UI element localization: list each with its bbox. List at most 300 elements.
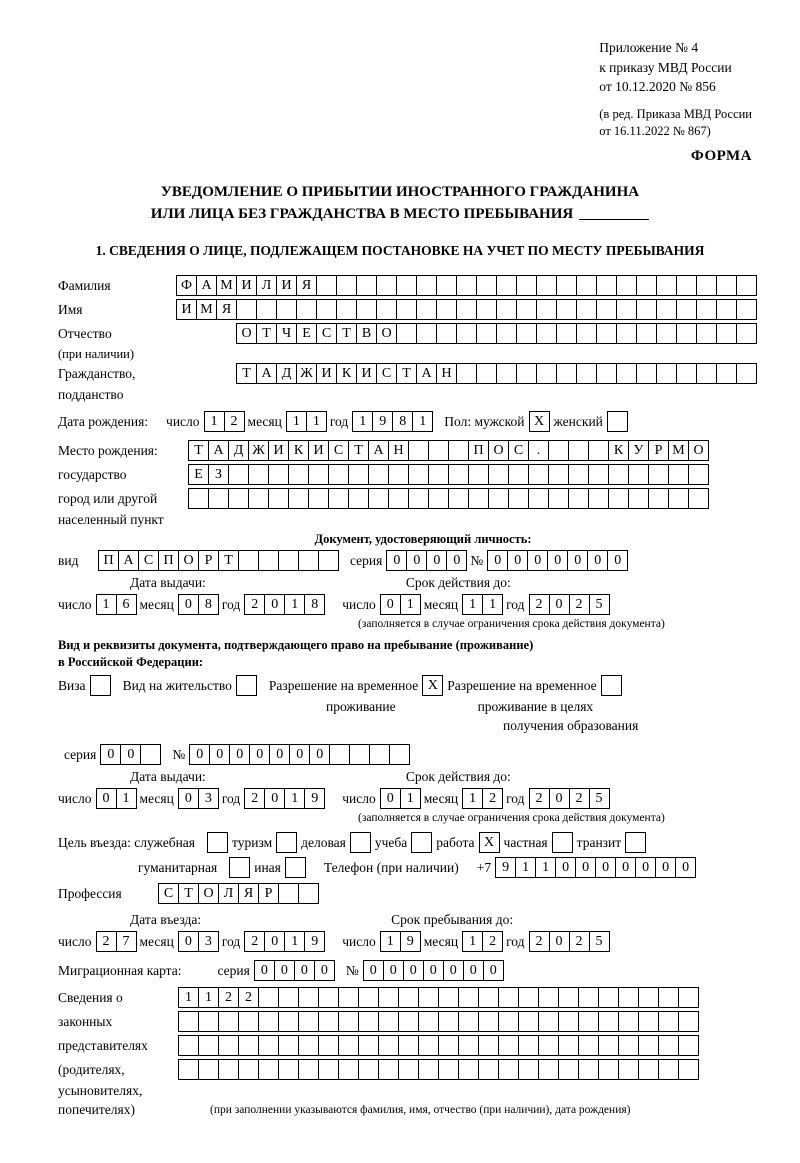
char-cell[interactable]: 0 bbox=[294, 960, 315, 981]
char-cell[interactable]: С bbox=[508, 440, 529, 461]
char-cell[interactable]: 0 bbox=[309, 744, 330, 765]
char-cell[interactable]: О bbox=[198, 883, 219, 904]
char-cell[interactable] bbox=[396, 323, 417, 344]
char-cell[interactable] bbox=[648, 464, 669, 485]
char-cell[interactable] bbox=[596, 323, 617, 344]
char-cell[interactable] bbox=[398, 1035, 419, 1056]
char-cell[interactable] bbox=[308, 488, 329, 509]
char-cell[interactable] bbox=[478, 1059, 499, 1080]
char-cell[interactable]: У bbox=[628, 440, 649, 461]
char-cell[interactable]: 0 bbox=[178, 594, 199, 615]
char-cell[interactable] bbox=[618, 1059, 639, 1080]
char-cell[interactable] bbox=[388, 464, 409, 485]
char-cell[interactable] bbox=[258, 987, 279, 1008]
checkbox-purpose-work[interactable]: Х bbox=[479, 832, 500, 853]
char-cell[interactable]: 2 bbox=[244, 594, 265, 615]
char-cell[interactable]: 1 bbox=[96, 594, 117, 615]
char-cell[interactable] bbox=[608, 488, 629, 509]
char-cell[interactable]: 0 bbox=[363, 960, 384, 981]
char-cell[interactable]: И bbox=[276, 275, 297, 296]
char-cell[interactable] bbox=[349, 744, 370, 765]
char-cell[interactable] bbox=[298, 987, 319, 1008]
char-cell[interactable]: 2 bbox=[238, 987, 259, 1008]
char-cell[interactable]: 0 bbox=[446, 550, 467, 571]
char-cell[interactable]: 0 bbox=[463, 960, 484, 981]
input-surname[interactable] bbox=[176, 275, 756, 296]
input-permit-valid-month[interactable] bbox=[462, 788, 502, 809]
char-cell[interactable]: И bbox=[356, 363, 377, 384]
char-cell[interactable]: 9 bbox=[372, 411, 393, 432]
char-cell[interactable] bbox=[578, 1059, 599, 1080]
checkbox-purpose-humanitarian[interactable] bbox=[229, 857, 250, 878]
char-cell[interactable] bbox=[538, 1059, 559, 1080]
char-cell[interactable] bbox=[140, 744, 161, 765]
char-cell[interactable] bbox=[488, 464, 509, 485]
char-cell[interactable]: Т bbox=[336, 323, 357, 344]
char-cell[interactable] bbox=[736, 275, 757, 296]
char-cell[interactable] bbox=[588, 464, 609, 485]
char-cell[interactable] bbox=[178, 1035, 199, 1056]
char-cell[interactable] bbox=[278, 1011, 299, 1032]
char-cell[interactable] bbox=[676, 299, 697, 320]
char-cell[interactable]: 1 bbox=[352, 411, 373, 432]
char-cell[interactable] bbox=[248, 488, 269, 509]
input-permit-issue-month[interactable] bbox=[178, 788, 218, 809]
char-cell[interactable] bbox=[258, 1011, 279, 1032]
char-cell[interactable]: 1 bbox=[462, 931, 483, 952]
char-cell[interactable] bbox=[368, 488, 389, 509]
char-cell[interactable] bbox=[378, 1035, 399, 1056]
char-cell[interactable] bbox=[656, 323, 677, 344]
input-migration-series[interactable] bbox=[254, 960, 334, 981]
char-cell[interactable] bbox=[536, 363, 557, 384]
char-cell[interactable]: . bbox=[528, 440, 549, 461]
char-cell[interactable] bbox=[656, 275, 677, 296]
char-cell[interactable]: 2 bbox=[218, 987, 239, 1008]
char-cell[interactable]: 0 bbox=[403, 960, 424, 981]
char-cell[interactable] bbox=[338, 1059, 359, 1080]
char-cell[interactable] bbox=[678, 1011, 699, 1032]
checkbox-sex-male[interactable]: Х bbox=[529, 411, 550, 432]
char-cell[interactable] bbox=[516, 299, 537, 320]
char-cell[interactable]: 1 bbox=[178, 987, 199, 1008]
input-doc-series[interactable] bbox=[386, 550, 466, 571]
char-cell[interactable] bbox=[476, 363, 497, 384]
char-cell[interactable] bbox=[476, 323, 497, 344]
char-cell[interactable] bbox=[628, 488, 649, 509]
char-cell[interactable]: 0 bbox=[635, 857, 656, 878]
char-cell[interactable] bbox=[316, 275, 337, 296]
char-cell[interactable]: 1 bbox=[380, 931, 401, 952]
char-cell[interactable]: 0 bbox=[120, 744, 141, 765]
char-cell[interactable] bbox=[228, 488, 249, 509]
char-cell[interactable]: 0 bbox=[527, 550, 548, 571]
char-cell[interactable]: 0 bbox=[380, 594, 401, 615]
char-cell[interactable]: К bbox=[336, 363, 357, 384]
char-cell[interactable]: 7 bbox=[116, 931, 137, 952]
char-cell[interactable] bbox=[278, 550, 299, 571]
input-doc-valid-day[interactable] bbox=[380, 594, 420, 615]
char-cell[interactable] bbox=[236, 299, 257, 320]
char-cell[interactable]: С bbox=[138, 550, 159, 571]
char-cell[interactable] bbox=[596, 275, 617, 296]
checkbox-purpose-business[interactable] bbox=[350, 832, 371, 853]
char-cell[interactable] bbox=[288, 464, 309, 485]
char-cell[interactable] bbox=[668, 464, 689, 485]
char-cell[interactable] bbox=[268, 464, 289, 485]
char-cell[interactable] bbox=[448, 464, 469, 485]
char-cell[interactable]: 0 bbox=[100, 744, 121, 765]
char-cell[interactable]: 1 bbox=[515, 857, 536, 878]
char-cell[interactable]: 0 bbox=[249, 744, 270, 765]
checkbox-purpose-transit[interactable] bbox=[625, 832, 646, 853]
char-cell[interactable]: 0 bbox=[406, 550, 427, 571]
char-cell[interactable]: И bbox=[268, 440, 289, 461]
char-cell[interactable] bbox=[408, 488, 429, 509]
char-cell[interactable]: 0 bbox=[96, 788, 117, 809]
char-cell[interactable] bbox=[558, 987, 579, 1008]
checkbox-residence-permit[interactable] bbox=[236, 675, 257, 696]
char-cell[interactable] bbox=[578, 987, 599, 1008]
char-cell[interactable]: 0 bbox=[274, 960, 295, 981]
input-doc-issue-day[interactable] bbox=[96, 594, 136, 615]
char-cell[interactable] bbox=[516, 363, 537, 384]
char-cell[interactable]: А bbox=[416, 363, 437, 384]
char-cell[interactable] bbox=[408, 440, 429, 461]
char-cell[interactable] bbox=[508, 464, 529, 485]
char-cell[interactable] bbox=[378, 987, 399, 1008]
char-cell[interactable] bbox=[536, 275, 557, 296]
char-cell[interactable] bbox=[736, 323, 757, 344]
checkbox-purpose-tourism[interactable] bbox=[276, 832, 297, 853]
char-cell[interactable] bbox=[318, 550, 339, 571]
char-cell[interactable] bbox=[456, 299, 477, 320]
char-cell[interactable] bbox=[418, 1035, 439, 1056]
char-cell[interactable] bbox=[348, 488, 369, 509]
char-cell[interactable]: К bbox=[288, 440, 309, 461]
checkbox-purpose-official[interactable] bbox=[207, 832, 228, 853]
char-cell[interactable]: 0 bbox=[254, 960, 275, 981]
char-cell[interactable]: Н bbox=[388, 440, 409, 461]
char-cell[interactable] bbox=[696, 299, 717, 320]
char-cell[interactable] bbox=[678, 1035, 699, 1056]
char-cell[interactable]: Л bbox=[256, 275, 277, 296]
char-cell[interactable] bbox=[556, 323, 577, 344]
char-cell[interactable] bbox=[656, 363, 677, 384]
char-cell[interactable] bbox=[638, 1011, 659, 1032]
char-cell[interactable]: 1 bbox=[286, 411, 307, 432]
char-cell[interactable] bbox=[336, 275, 357, 296]
char-cell[interactable] bbox=[716, 323, 737, 344]
char-cell[interactable]: 0 bbox=[264, 594, 285, 615]
char-cell[interactable]: 0 bbox=[549, 931, 570, 952]
char-cell[interactable] bbox=[618, 1011, 639, 1032]
input-birth-state[interactable] bbox=[188, 440, 708, 461]
char-cell[interactable]: 0 bbox=[209, 744, 230, 765]
char-cell[interactable] bbox=[238, 1035, 259, 1056]
char-cell[interactable] bbox=[416, 299, 437, 320]
char-cell[interactable] bbox=[238, 1059, 259, 1080]
input-doc-issue-year[interactable] bbox=[244, 594, 324, 615]
checkbox-visa[interactable] bbox=[90, 675, 111, 696]
input-doc-valid-month[interactable] bbox=[462, 594, 502, 615]
char-cell[interactable] bbox=[256, 299, 277, 320]
char-cell[interactable]: 0 bbox=[555, 857, 576, 878]
char-cell[interactable] bbox=[178, 1011, 199, 1032]
char-cell[interactable]: 2 bbox=[569, 788, 590, 809]
char-cell[interactable]: Л bbox=[218, 883, 239, 904]
char-cell[interactable]: 0 bbox=[443, 960, 464, 981]
char-cell[interactable] bbox=[376, 299, 397, 320]
char-cell[interactable] bbox=[378, 1059, 399, 1080]
char-cell[interactable] bbox=[496, 299, 517, 320]
char-cell[interactable] bbox=[438, 987, 459, 1008]
char-cell[interactable]: С bbox=[328, 440, 349, 461]
char-cell[interactable] bbox=[328, 464, 349, 485]
char-cell[interactable] bbox=[636, 275, 657, 296]
checkbox-edu-residence[interactable] bbox=[601, 675, 622, 696]
char-cell[interactable] bbox=[716, 363, 737, 384]
char-cell[interactable] bbox=[388, 488, 409, 509]
char-cell[interactable] bbox=[458, 1059, 479, 1080]
input-permit-valid-year[interactable] bbox=[529, 788, 609, 809]
char-cell[interactable]: 1 bbox=[535, 857, 556, 878]
char-cell[interactable] bbox=[338, 987, 359, 1008]
char-cell[interactable] bbox=[576, 363, 597, 384]
char-cell[interactable]: 1 bbox=[462, 788, 483, 809]
checkbox-purpose-other[interactable] bbox=[285, 857, 306, 878]
char-cell[interactable] bbox=[558, 1059, 579, 1080]
checkbox-purpose-study[interactable] bbox=[411, 832, 432, 853]
char-cell[interactable] bbox=[318, 1059, 339, 1080]
char-cell[interactable]: 1 bbox=[116, 788, 137, 809]
char-cell[interactable] bbox=[208, 488, 229, 509]
char-cell[interactable] bbox=[658, 987, 679, 1008]
char-cell[interactable]: З bbox=[208, 464, 229, 485]
char-cell[interactable] bbox=[456, 363, 477, 384]
char-cell[interactable]: Ф bbox=[176, 275, 197, 296]
char-cell[interactable] bbox=[438, 1059, 459, 1080]
char-cell[interactable]: Д bbox=[228, 440, 249, 461]
input-entry-day[interactable] bbox=[96, 931, 136, 952]
char-cell[interactable] bbox=[538, 1035, 559, 1056]
char-cell[interactable]: 0 bbox=[314, 960, 335, 981]
input-legal-reps-line-2[interactable] bbox=[178, 1011, 698, 1032]
char-cell[interactable] bbox=[616, 299, 637, 320]
char-cell[interactable]: 5 bbox=[589, 931, 610, 952]
char-cell[interactable]: 0 bbox=[380, 788, 401, 809]
char-cell[interactable]: 0 bbox=[383, 960, 404, 981]
char-cell[interactable]: 2 bbox=[569, 594, 590, 615]
char-cell[interactable] bbox=[248, 464, 269, 485]
char-cell[interactable]: О bbox=[376, 323, 397, 344]
char-cell[interactable] bbox=[496, 363, 517, 384]
char-cell[interactable] bbox=[568, 464, 589, 485]
char-cell[interactable] bbox=[278, 1035, 299, 1056]
char-cell[interactable]: 0 bbox=[289, 744, 310, 765]
char-cell[interactable]: М bbox=[668, 440, 689, 461]
char-cell[interactable] bbox=[218, 1011, 239, 1032]
char-cell[interactable] bbox=[556, 275, 577, 296]
char-cell[interactable] bbox=[498, 1059, 519, 1080]
char-cell[interactable] bbox=[448, 440, 469, 461]
char-cell[interactable] bbox=[516, 275, 537, 296]
char-cell[interactable] bbox=[636, 323, 657, 344]
char-cell[interactable]: Р bbox=[648, 440, 669, 461]
char-cell[interactable] bbox=[678, 987, 699, 1008]
input-citizenship[interactable] bbox=[236, 363, 756, 384]
char-cell[interactable]: А bbox=[196, 275, 217, 296]
char-cell[interactable] bbox=[678, 1059, 699, 1080]
char-cell[interactable]: Т bbox=[188, 440, 209, 461]
char-cell[interactable] bbox=[396, 299, 417, 320]
char-cell[interactable] bbox=[476, 275, 497, 296]
char-cell[interactable] bbox=[478, 987, 499, 1008]
char-cell[interactable]: Ж bbox=[296, 363, 317, 384]
char-cell[interactable] bbox=[456, 275, 477, 296]
char-cell[interactable] bbox=[468, 488, 489, 509]
char-cell[interactable] bbox=[218, 1035, 239, 1056]
char-cell[interactable] bbox=[298, 1011, 319, 1032]
char-cell[interactable] bbox=[496, 323, 517, 344]
input-patronymic[interactable] bbox=[236, 323, 756, 344]
char-cell[interactable]: Т bbox=[236, 363, 257, 384]
char-cell[interactable] bbox=[498, 1011, 519, 1032]
char-cell[interactable] bbox=[688, 488, 709, 509]
char-cell[interactable]: И bbox=[236, 275, 257, 296]
char-cell[interactable] bbox=[438, 1035, 459, 1056]
char-cell[interactable] bbox=[518, 1035, 539, 1056]
char-cell[interactable]: С bbox=[158, 883, 179, 904]
char-cell[interactable] bbox=[336, 299, 357, 320]
char-cell[interactable] bbox=[198, 1035, 219, 1056]
input-birth-day[interactable] bbox=[204, 411, 244, 432]
char-cell[interactable]: 1 bbox=[400, 594, 421, 615]
char-cell[interactable]: 0 bbox=[178, 931, 199, 952]
char-cell[interactable] bbox=[518, 1011, 539, 1032]
char-cell[interactable] bbox=[318, 987, 339, 1008]
char-cell[interactable]: Н bbox=[436, 363, 457, 384]
char-cell[interactable] bbox=[658, 1035, 679, 1056]
char-cell[interactable]: О bbox=[488, 440, 509, 461]
char-cell[interactable] bbox=[638, 987, 659, 1008]
checkbox-temp-residence[interactable]: Х bbox=[422, 675, 443, 696]
char-cell[interactable] bbox=[588, 440, 609, 461]
char-cell[interactable]: 9 bbox=[400, 931, 421, 952]
char-cell[interactable] bbox=[588, 488, 609, 509]
char-cell[interactable] bbox=[736, 363, 757, 384]
char-cell[interactable]: Е bbox=[188, 464, 209, 485]
char-cell[interactable]: А bbox=[368, 440, 389, 461]
char-cell[interactable]: 2 bbox=[482, 931, 503, 952]
char-cell[interactable] bbox=[488, 488, 509, 509]
input-legal-reps-line-4[interactable] bbox=[178, 1059, 698, 1080]
char-cell[interactable]: А bbox=[256, 363, 277, 384]
char-cell[interactable]: 0 bbox=[264, 931, 285, 952]
input-name[interactable] bbox=[176, 299, 756, 320]
char-cell[interactable]: 2 bbox=[529, 931, 550, 952]
char-cell[interactable] bbox=[568, 488, 589, 509]
char-cell[interactable]: 0 bbox=[423, 960, 444, 981]
char-cell[interactable] bbox=[618, 1035, 639, 1056]
char-cell[interactable]: 0 bbox=[507, 550, 528, 571]
char-cell[interactable] bbox=[656, 299, 677, 320]
char-cell[interactable] bbox=[258, 1035, 279, 1056]
char-cell[interactable]: А bbox=[118, 550, 139, 571]
char-cell[interactable] bbox=[428, 440, 449, 461]
char-cell[interactable]: 5 bbox=[589, 594, 610, 615]
char-cell[interactable] bbox=[556, 299, 577, 320]
char-cell[interactable] bbox=[416, 323, 437, 344]
char-cell[interactable] bbox=[358, 987, 379, 1008]
char-cell[interactable]: 2 bbox=[529, 594, 550, 615]
char-cell[interactable]: 5 bbox=[589, 788, 610, 809]
char-cell[interactable]: 1 bbox=[412, 411, 433, 432]
char-cell[interactable] bbox=[238, 1011, 259, 1032]
char-cell[interactable] bbox=[658, 1011, 679, 1032]
char-cell[interactable] bbox=[296, 299, 317, 320]
char-cell[interactable]: В bbox=[356, 323, 377, 344]
char-cell[interactable]: 9 bbox=[304, 788, 325, 809]
char-cell[interactable]: Р bbox=[198, 550, 219, 571]
char-cell[interactable] bbox=[258, 550, 279, 571]
char-cell[interactable] bbox=[298, 550, 319, 571]
char-cell[interactable] bbox=[438, 1011, 459, 1032]
char-cell[interactable] bbox=[536, 299, 557, 320]
char-cell[interactable]: П bbox=[98, 550, 119, 571]
char-cell[interactable] bbox=[418, 1011, 439, 1032]
char-cell[interactable] bbox=[478, 1011, 499, 1032]
char-cell[interactable]: Т bbox=[256, 323, 277, 344]
input-migration-number[interactable] bbox=[363, 960, 503, 981]
char-cell[interactable] bbox=[508, 488, 529, 509]
char-cell[interactable]: 2 bbox=[482, 788, 503, 809]
char-cell[interactable] bbox=[458, 987, 479, 1008]
input-birth-month[interactable] bbox=[286, 411, 326, 432]
char-cell[interactable]: 9 bbox=[495, 857, 516, 878]
char-cell[interactable] bbox=[596, 299, 617, 320]
input-permit-issue-year[interactable] bbox=[244, 788, 324, 809]
char-cell[interactable] bbox=[358, 1059, 379, 1080]
char-cell[interactable] bbox=[676, 323, 697, 344]
char-cell[interactable]: М bbox=[196, 299, 217, 320]
char-cell[interactable]: 0 bbox=[178, 788, 199, 809]
char-cell[interactable]: 0 bbox=[269, 744, 290, 765]
input-doc-kind[interactable] bbox=[98, 550, 338, 571]
char-cell[interactable] bbox=[356, 275, 377, 296]
char-cell[interactable]: 2 bbox=[569, 931, 590, 952]
char-cell[interactable] bbox=[228, 464, 249, 485]
input-legal-reps-line-3[interactable] bbox=[178, 1035, 698, 1056]
char-cell[interactable] bbox=[696, 363, 717, 384]
char-cell[interactable]: 0 bbox=[229, 744, 250, 765]
char-cell[interactable] bbox=[389, 744, 410, 765]
input-birth-city-line3[interactable] bbox=[188, 488, 708, 509]
char-cell[interactable]: Т bbox=[218, 550, 239, 571]
input-stay-year[interactable] bbox=[529, 931, 609, 952]
char-cell[interactable] bbox=[618, 987, 639, 1008]
char-cell[interactable] bbox=[436, 323, 457, 344]
char-cell[interactable] bbox=[498, 987, 519, 1008]
char-cell[interactable]: 1 bbox=[204, 411, 225, 432]
char-cell[interactable] bbox=[368, 464, 389, 485]
char-cell[interactable]: Ч bbox=[276, 323, 297, 344]
char-cell[interactable] bbox=[616, 363, 637, 384]
char-cell[interactable]: 0 bbox=[189, 744, 210, 765]
char-cell[interactable]: А bbox=[208, 440, 229, 461]
char-cell[interactable] bbox=[188, 488, 209, 509]
char-cell[interactable] bbox=[598, 1059, 619, 1080]
